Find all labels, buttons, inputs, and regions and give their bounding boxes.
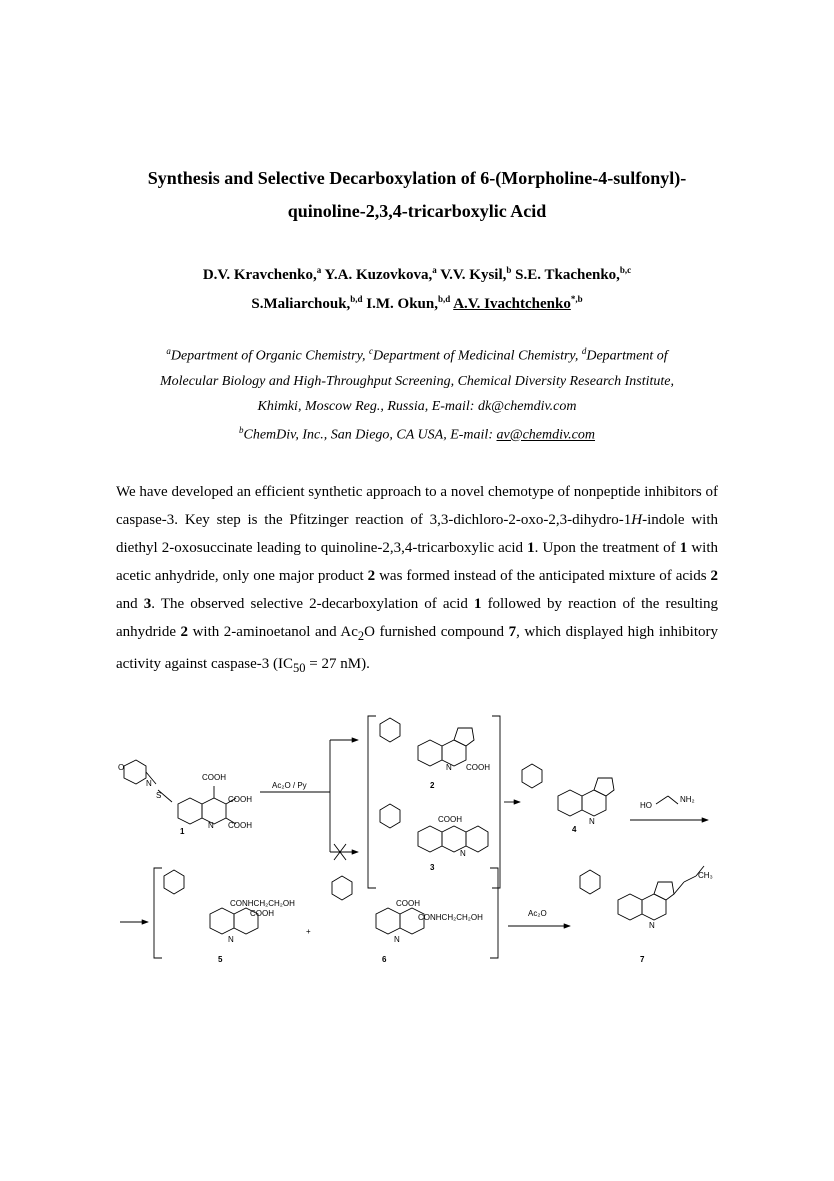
compound-3-ring-n: N	[460, 849, 466, 858]
compound-3-structure	[380, 804, 488, 852]
compound-6-conh: CONHCH₂CH₂OH	[418, 913, 483, 922]
compound-1-cooh-2: COOH	[228, 821, 252, 830]
compound-5-ring-n: N	[228, 935, 234, 944]
compound-label-4: 4	[572, 825, 577, 834]
author-line-1: D.V. Kravchenko,$^a$ Y.A. Kuzovkova,$^a$ V.V. Kysil,$^b$ S.E. Tkachenko,$^{b,c}$	[202, 265, 632, 283]
compound-label-2: 2	[430, 781, 435, 790]
compound-1-n: N	[146, 779, 152, 788]
reaction-scheme	[100, 700, 740, 980]
author-tkachenko: S.E. Tkachenko,	[511, 267, 620, 283]
reagent-ho: HO	[640, 801, 652, 810]
author-maliarchouk: S.Maliarchouk,	[251, 296, 351, 312]
affiliation-line-2: Molecular Biology and High-Throughput Screening, Chemical Diversity Research Institute,	[159, 374, 674, 389]
compound-label-7: 7	[640, 955, 645, 964]
compound-2-structure	[380, 718, 474, 766]
compound-label-1: 1	[180, 827, 185, 836]
compound-4-ring-n: N	[589, 817, 595, 826]
compound-7-structure	[580, 866, 704, 920]
compound-7-ch3: CH₃	[698, 871, 713, 880]
compound-label-5: 5	[218, 955, 223, 964]
reagent-ac2o-py: Ac₂O / Py	[272, 781, 307, 790]
affiliation-line-3: Khimki, Moscow Reg., Russia, E-mail: dk@chemdiv.com	[257, 399, 577, 414]
compound-3-cooh: COOH	[438, 815, 462, 824]
affiliation-line-4: $^b$ChemDiv, Inc., San Diego, CA USA, E-mail: av@chemdiv.com	[238, 425, 596, 443]
author-line-2: S.Maliarchouk,$^{b,d}$ I.M. Okun,$^{b,d}$ A.V. Ivachtchenko$^{*,b}$	[251, 294, 583, 312]
plus-sign: +	[306, 927, 311, 936]
affiliation-line-1: $^a$Department of Organic Chemistry, $^c$Department of Medicinal Chemistry, $^d$Department of	[166, 346, 668, 364]
compound-1-s: S	[156, 791, 162, 800]
compound-6-ring-n: N	[394, 935, 400, 944]
compound-5-cooh: COOH	[250, 909, 274, 918]
author-okun: I.M. Okun,	[362, 296, 438, 312]
compound-1-ring-n: N	[208, 821, 214, 830]
paper-title-line-1: Synthesis and Selective Decarboxylation of 6-(Morpholine-4-sulfonyl)-	[147, 168, 687, 188]
compound-4-structure	[522, 764, 614, 816]
author-ivachtchenko: A.V. Ivachtchenko	[453, 296, 571, 312]
email-link[interactable]: av@chemdiv.com	[496, 427, 596, 443]
compound-label-3: 3	[430, 863, 435, 872]
abstract	[116, 478, 718, 682]
paper-title-line-2: quinoline-2,3,4-tricarboxylic Acid	[287, 201, 547, 221]
compound-1-cooh-3: COOH	[228, 795, 252, 804]
author-kuzovkova: Y.A. Kuzovkova,	[321, 267, 433, 283]
compound-5-conh: CONHCH₂CH₂OH	[230, 899, 295, 908]
compound-2-ring-n: N	[446, 763, 452, 772]
compound-1-morpholine-o: O	[118, 763, 125, 772]
compound-6-cooh: COOH	[396, 899, 420, 908]
reagent-ac2o: Ac₂O	[528, 909, 547, 918]
compound-1-cooh-4: COOH	[202, 773, 226, 782]
compound-7-ring-n: N	[649, 921, 655, 930]
reagent-nh2: NH₂	[680, 795, 695, 804]
abstract-paragraph: We have developed an efficient synthetic approach to a novel chemotype of nonpeptide inhibitors of caspase-3. Key step is the Pfitzinger reaction of 3,3-dichloro-2-oxo-2,3-dihydro-1H-indole with diethyl 2-oxosuccinate leading to quinoline-2,3,4-tricarboxylic acid 1. Upon the treatment of 1 with acetic anhydride, only one major product 2 was formed instead of the anticipated mixture of acids 2 and 3. The observed selective 2-decarboxylation of acid 1 followed by reaction of the resulting anhydride 2 with 2-aminoetanol and $Ac_2O$ furnished compound 7, which displayed high inhibitory activity against caspase-3 ($IC_{50} = 27$ nM).	[116, 484, 719, 675]
author-kravchenko: D.V. Kravchenko,	[202, 267, 317, 283]
compound-label-6: 6	[382, 955, 387, 964]
author-kysil: V.V. Kysil,	[436, 267, 507, 283]
compound-2-cooh: COOH	[466, 763, 490, 772]
compound-1-structure	[124, 760, 236, 824]
